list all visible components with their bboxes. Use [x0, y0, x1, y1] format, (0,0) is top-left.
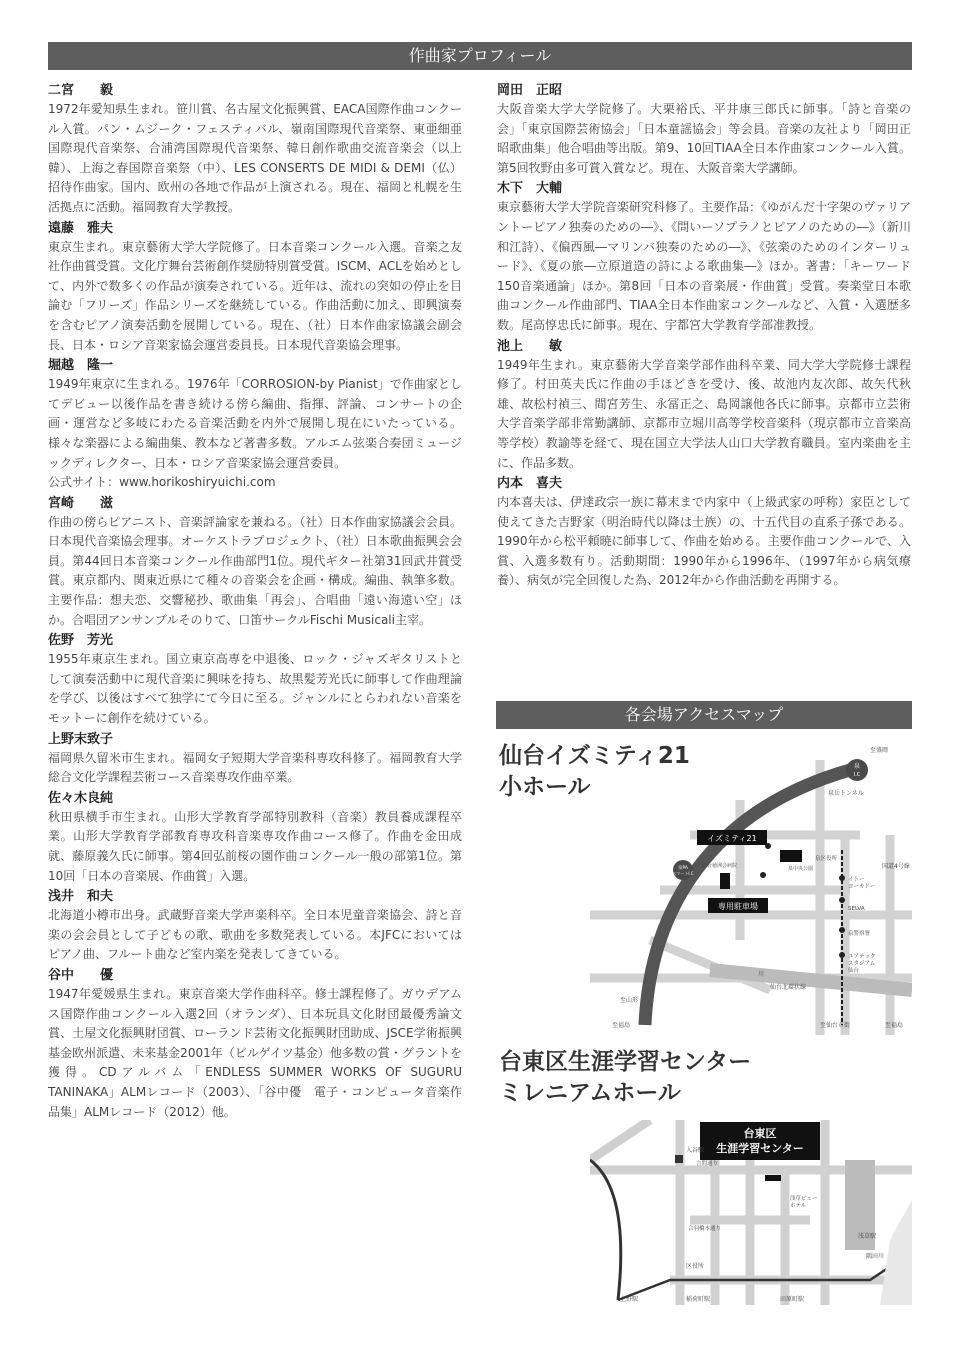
map1-parking-label: 専用駐車場	[718, 902, 758, 911]
composer-name: 内本 喜夫	[497, 476, 563, 492]
composer-name: 遠藤 雅夫	[48, 220, 114, 236]
svg-text:生涯学習センター: 生涯学習センター	[716, 1142, 804, 1155]
composer-bio: 1972年愛知県生まれ。笹川賞、名古屋文化振興賞、EACA国際作曲コンクール入賞。パン・ムジーク・フェスティバル、嶺南国際現代音楽祭、東亜細亜国際現代音楽祭、合浦湾国際現代音楽祭、韓日創作歌曲交流音楽会（以上韓）、上海之春国際音楽祭（中）、LES CONSERTS DE MIDI & DEMI（仏）招待作曲家。国内、欧州の各地で作品が上演される。現在、福岡と札幌を生活拠点に活動。福岡教育大学教授。	[48, 102, 462, 214]
map1-izumity-label: イズミティ21	[707, 834, 757, 843]
map1-to-fukushima-1: 至福島	[612, 1022, 631, 1029]
map1-police: 泉警察署	[848, 931, 871, 937]
map2-center-label: 台東区	[743, 1127, 777, 1140]
map2-asakusa-dori: 合羽橋本通り	[688, 1226, 722, 1232]
composer-profile	[48, 81, 462, 218]
map1-to-morioka: 至盛岡	[870, 747, 889, 754]
venue-title-taito: 台東区生涯学習センター ミレニアムホール	[499, 1049, 752, 1106]
composer-bio: 1947年愛媛県生まれ。東京音楽大学作曲科卒。修士課程修了。ガウデアムス国際作曲コンクール入選2回（オランダ）、日本玩具文化財団最優秀論文賞、土屋文化振興財団賞、ローランド芸術文化振興財団助成、JSCE学術振興基金欧州派遣、未来基金2001年（ビルゲイツ基金）他多数の賞・グラントを獲得。CDアルバム「ENDLESS SUMMER WORKS OF SUGURU TANINAKA」ALMレコード（2003）、「谷中優 電子・コンピュータ音楽作品集」ALMレコード（2012）他。	[48, 986, 462, 1119]
composer-name: 岡田 正昭	[497, 83, 563, 98]
profile-column-right	[497, 80, 911, 591]
composer-name: 佐々木良純	[48, 790, 114, 806]
map2-inaricho: 稲荷町駅	[686, 1296, 711, 1303]
composer-bio: 大阪音楽大学大学院修了。大栗裕氏、平井康三郎氏に師事。「詩と音楽の会」「東京国際芸術協会」「日本童謡協会」等会員。音楽の友社より「岡田正昭歌曲集」他合唱曲等出版。第9、10回TIAA全日本作曲家コンクール入賞。第5回牧野由多可賞入賞など。現在、大阪音楽大学講師。	[497, 102, 911, 175]
composer-profile	[48, 631, 462, 728]
map1-itoyokado: イトー	[848, 877, 865, 883]
composer-bio: 東京生まれ。東京藝術大学大学院修了。日本音楽コンクール入選。音楽之友社作曲賞受賞。文化庁舞台芸術創作奨励特別賞受賞。ISCM、ACLを始めとして、内外で数多くの作品が演奏されている。近年は、流れの突如の停止を目論む「フリーズ」作品シリーズを継続している。作曲活動に加え、即興演奏を含むピアノ演奏活動を展開している。現在、（社）日本作曲家協議会副会長、日本・ロシア音楽家協会運営委員長。日本現代音楽協会理事。	[48, 239, 462, 352]
map-header: 各会場アクセスマップ	[496, 701, 912, 729]
composer-bio: 1955年東京生まれ。国立東京高専を中退後、ロック・ジャズギタリストとして演奏活動中に現代音楽に興味を持ち、故黒髪芳光氏に師事して作曲理論を学び、以後はすべて独学にて今日に至る。ジャンルにとらわれない音楽をモットーに創作を続けている。	[48, 652, 462, 726]
svg-text:スタジアム: スタジアム	[848, 961, 876, 967]
profile-header: 作曲家プロフィール	[48, 42, 912, 70]
map1-park: 泉中央公園	[788, 866, 814, 872]
composer-profile	[48, 966, 462, 1122]
map2-iriya: 入谷駅	[686, 1147, 705, 1154]
composer-profile	[497, 81, 911, 178]
composer-name: 上野末致子	[48, 731, 114, 747]
composer-bio: 北海道小樽市出身。武蔵野音楽大学声楽科卒。全日本児童音楽協会、詩と音楽の会会員として子どもの歌、歌曲を多数発表している。本JFCにおいてはピアノ曲、フルート曲など室内楽を発表してきている。	[48, 908, 462, 962]
composer-profile	[48, 356, 462, 493]
map1-ring-road: 仙台北環状線	[770, 984, 807, 991]
composer-bio: 東京藝術大学大学院音楽研究科修了。主要作品：《ゆがんだ十字架のヴァリアントーピアノ独奏のための―》、《問いーソプラノとピアノのための―》（新川和江詩）、《偏西風―マリンバ独奏のための―》、《弦楽のためのインターリュード》、《夏の旅―立原道造の詩による歌曲集―》ほか。著書：「キーワード150音楽通論」ほか。第8回「日本の音楽展・作曲賞」受賞。奏楽堂日本歌曲コンクール作曲部門、TIAA全日本作曲家コンクールなど、入賞・入選歴多数。尾高惇忠氏に師事。現在、宇都宮大学教育学部准教授。	[497, 200, 911, 332]
svg-text:スマートI.C: スマートI.C	[672, 871, 694, 876]
map1-hospital: 仙台徳洲会病院	[702, 863, 738, 869]
composer-name: 木下 大輔	[497, 181, 563, 197]
map2-hotel: 浅草ビュー	[790, 1196, 818, 1202]
composer-profile	[48, 494, 462, 631]
map1-selva: SELVA	[848, 906, 865, 912]
composer-name: 浅井 和夫	[48, 889, 114, 905]
composer-bio: 秋田県横手市生まれ。山形大学教育学部特別教科（音楽）教員養成課程卒業。山形大学教育学部教育専攻科音楽専攻作曲コース修了。作曲を金田成就、藤原義久氏に師事。第4回弘前桜の園作曲コンクール一般の部第1位。第10回「日本の音楽展、作曲賞」入選。	[48, 809, 462, 883]
map2-ward-office: 区役所	[686, 1263, 705, 1270]
map-sendai	[590, 740, 912, 1035]
map1-route4: 国道4号線	[882, 863, 910, 870]
map2-asakusa: 浅草駅	[858, 1233, 877, 1240]
map2-sumida: 隅田川	[866, 1253, 885, 1260]
composer-name: 宮崎 滋	[48, 495, 114, 511]
map1-ward-office: 泉区役所	[815, 856, 838, 862]
svg-text:仙台: 仙台	[848, 968, 860, 974]
svg-text:I.C: I.C	[853, 772, 861, 778]
composer-profile	[48, 219, 462, 356]
composer-bio: 内本喜夫は、伊達政宗一族に幕末まで内家中（上級武家の呼称）家臣として使えてきた吉野家（明治時代以降は士族）の、十五代目の直系子孫である。1990年から松平頼暁に師事して、作曲を始める。主要作曲コンクールで、入賞、入選多数有り。活動期間：1990年から1996年、（1997年から病気療養）、病気が完全回復した為、2012年から作曲活動を再開する。	[497, 495, 911, 588]
composer-profile	[497, 179, 911, 335]
profile-column-left	[48, 80, 462, 1122]
composer-profile	[48, 789, 462, 886]
map1-smart-ic: 泉PA	[677, 866, 689, 871]
map2-tawaramachi: 田原町駅	[780, 1296, 805, 1303]
svg-text:ホテル: ホテル	[790, 1203, 807, 1209]
map1-to-yamagata: 至山形	[620, 997, 639, 1004]
composer-profile	[497, 337, 911, 474]
composer-name: 谷中 優	[48, 967, 114, 983]
composer-bio: 作曲の傍らピアニスト、音楽評論家を兼ねる。（社）日本作曲家協議会会員。日本現代音楽協会理事。オーケストラプロジェクト、（社）日本歌曲振興会会員。第44回日本音楽コンクール作曲部門1位。現代ギター社第31回武井賞受賞。東京都内、関東近県にて種々の音楽会を企画・構成。編曲、執筆多数。主要作品：想夫恋、交響秘抄、歌曲集「再会」、合唱曲「遠い海遠い空」ほか。合唱団アンサンブルそのりて、口笛サークルFischi Musicali主宰。	[48, 514, 462, 627]
composer-name: 二宮 毅	[48, 83, 114, 98]
map1-to-sendai-center: 至仙台市街	[820, 1022, 851, 1029]
composer-profile	[497, 474, 911, 591]
composer-bio: 1949年生まれ。東京藝術大学音楽学部作曲科卒業、同大学大学院修士課程修了。村田英夫氏に作曲の手ほどきを受け、後、故池内友次郎、故矢代秋雄、故松村禎三、間宮芳生、永冨正之、島岡譲他各氏に師事。京都市立芸術大学音楽学部非常勤講師、京都市立堀川高等学校音楽科（現京都市立音楽高等学校）教諭等を経て、現在国立大学法人山口大学教育職員。室内楽曲を主に、作品多数。	[497, 357, 911, 470]
map1-stadium: ユアテック	[848, 954, 876, 960]
composer-name: 佐野 芳光	[48, 633, 114, 649]
map1-tunnel: 泉岳トンネル	[828, 790, 864, 797]
map1-river: 川	[758, 971, 765, 978]
map2-kototoi: 言問通り	[696, 1161, 719, 1167]
composer-profile	[48, 887, 462, 965]
map1-to-fukushima-2: 至福島	[885, 1022, 904, 1029]
composer-bio: 福岡県久留米市生まれ。福岡女子短期大学音楽科専攻科修了。福岡教育大学総合文化学課程芸術コース音楽専攻作曲卒業。	[48, 750, 462, 785]
composer-name: 池上 敏	[497, 338, 563, 354]
map2-ueno: 上野駅	[620, 1296, 639, 1303]
composer-profile	[48, 730, 462, 788]
venue-title-sendai: 仙台イズミティ21 小ホール	[499, 743, 690, 800]
composer-name: 堀越 隆一	[48, 358, 114, 374]
map1-izumi-ic: 泉	[853, 763, 861, 770]
composer-bio: 1949年東京に生まれる。1976年「CORROSION-by Pianist」で作曲家としてデビュー以後作品を書き続ける傍ら編曲、指揮、評論、コンサートの企画・運営など多岐にわたる音楽活動を内外で展開し現在にいたっている。様々な楽器による編曲集、教本など著書多数。アルエム弦楽合奏団ミュージックディレクター、日本・ロシア音楽家協会運営委員。 公式サイト：www.horikoshiryuichi.com	[48, 377, 462, 490]
map-taito	[590, 1120, 912, 1305]
svg-text:ヨーカドー: ヨーカドー	[848, 884, 876, 890]
